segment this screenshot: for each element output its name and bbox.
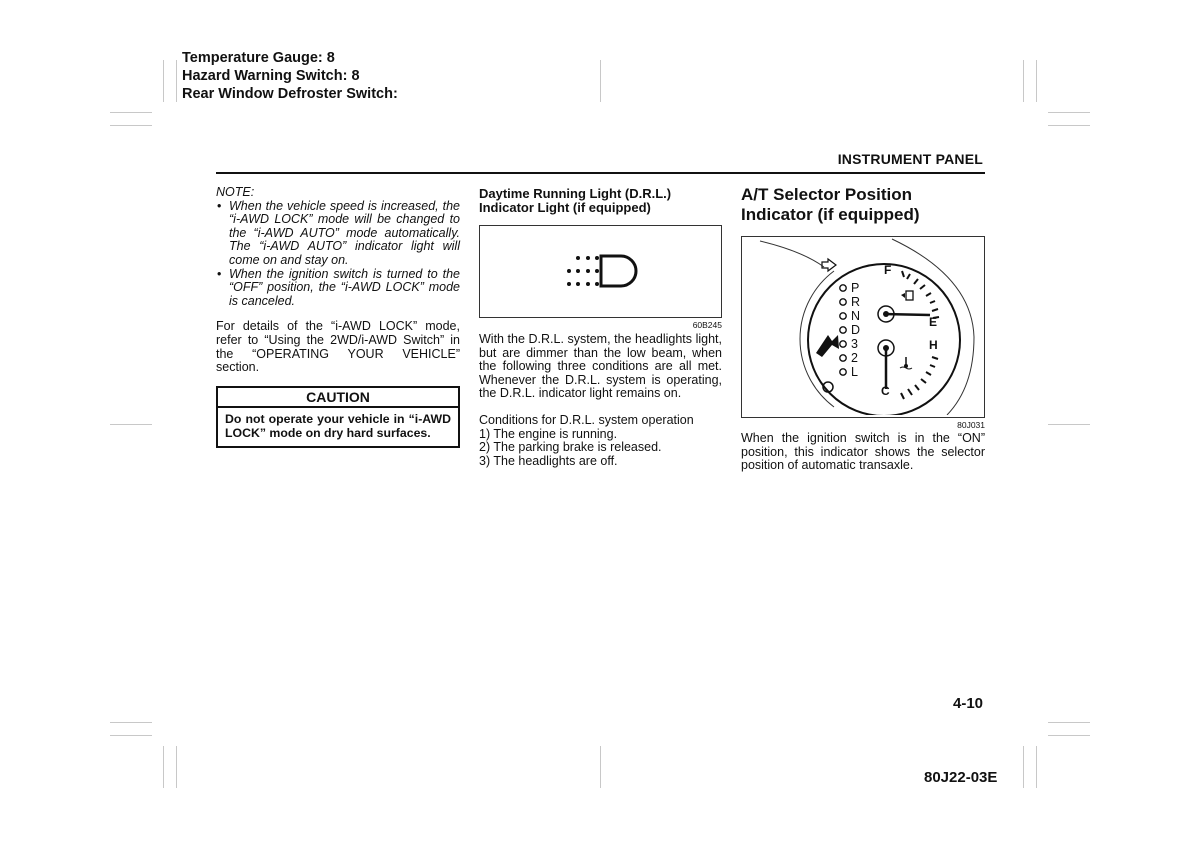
crop-mark (1048, 424, 1090, 425)
index-line: Hazard Warning Switch: 8 (182, 68, 360, 84)
index-line: Temperature Gauge: 8 (182, 50, 335, 66)
at-heading-line: Indicator (if equipped) (741, 205, 920, 224)
fuel-full-label: F (884, 263, 892, 277)
crop-mark (1036, 60, 1037, 102)
crop-mark (176, 60, 177, 102)
condition-item: 2) The parking brake is released. (479, 440, 662, 455)
details-paragraph: For details of the “i-AWD LOCK” mode, refer to “Using the 2WD/i-AWD Switch” in the “OPERATING YOUR VEHICLE” section. (216, 319, 460, 375)
column-left (216, 186, 460, 448)
crop-mark (600, 746, 601, 788)
page-number: 4-10 (953, 695, 984, 712)
note-title: NOTE: (216, 185, 255, 199)
fuel-empty-label: E (929, 315, 938, 329)
note-list (216, 200, 460, 309)
crop-mark (600, 60, 601, 102)
condition-item: 3) The headlights are off. (479, 453, 618, 468)
at-heading-line: A/T Selector Position (741, 185, 912, 204)
temp-cold-label: C (881, 384, 890, 398)
gear-label: P (851, 281, 860, 295)
drl-paragraph: With the D.R.L. system, the headlights light, but are dimmer than the low beam, when the following three conditions are all met. Whenever the D.R.L. system is operating, the D.R.L. indicator light remains on. (479, 332, 722, 401)
gauge-cluster-illustration (742, 237, 984, 415)
crop-mark (1048, 722, 1090, 723)
gear-label: D (851, 323, 861, 337)
crop-mark (1036, 746, 1037, 788)
crop-mark (176, 746, 177, 788)
crop-mark (110, 125, 152, 126)
index-lines (182, 49, 398, 103)
gear-label: 2 (851, 351, 858, 365)
crop-mark (1048, 112, 1090, 113)
figure-code: 80J031 (957, 420, 985, 430)
crop-mark (110, 722, 152, 723)
note-item: • When the vehicle speed is increased, the “i-AWD LOCK” mode will be changed to the “i-AWD AUTO” mode automatically. The “i-AWD AUTO” indicator light will come on and stay on. (216, 200, 460, 268)
crop-mark (110, 424, 152, 425)
crop-mark (1023, 746, 1024, 788)
column-right (741, 185, 985, 473)
crop-mark (163, 60, 164, 102)
crop-mark (163, 746, 164, 788)
drl-indicator-icon (480, 226, 721, 315)
at-heading (741, 185, 985, 225)
header-rule (216, 172, 985, 174)
crop-mark (1048, 125, 1090, 126)
caution-box (216, 386, 460, 448)
section-title: INSTRUMENT PANEL (837, 151, 983, 167)
drl-heading: Daytime Running Light (D.R.L.) Indicator Light (if equipped) (479, 186, 672, 215)
conditions-list (479, 428, 722, 469)
gear-label: R (851, 295, 861, 309)
conditions-title: Conditions for D.R.L. system operation (479, 412, 694, 427)
caution-text: Do not operate your vehicle in “i-AWD LOCK” mode on dry hard surfaces. (225, 412, 451, 440)
gear-label: 3 (851, 337, 858, 351)
caution-title: CAUTION (218, 388, 458, 409)
column-middle (479, 187, 722, 468)
condition-item: 1) The engine is running. (479, 426, 618, 441)
gear-label: N (851, 309, 861, 323)
note-item: • When the ignition switch is turned to the “OFF” position, the “i-AWD LOCK” mode is canceled. (216, 268, 460, 309)
temp-hot-label: H (929, 338, 938, 352)
figure-code: 60B245 (692, 320, 722, 330)
drl-figure (479, 225, 722, 318)
crop-mark (110, 112, 152, 113)
index-line: Rear Window Defroster Switch: (182, 86, 398, 102)
crop-mark (1048, 735, 1090, 736)
crop-mark (1023, 60, 1024, 102)
at-paragraph: When the ignition switch is in the “ON” position, this indicator shows the selector position of automatic transaxle. (741, 431, 985, 473)
crop-mark (110, 735, 152, 736)
document-code: 80J22-03E (924, 769, 998, 786)
at-indicator-figure (741, 236, 985, 418)
gear-label: L (851, 365, 858, 379)
